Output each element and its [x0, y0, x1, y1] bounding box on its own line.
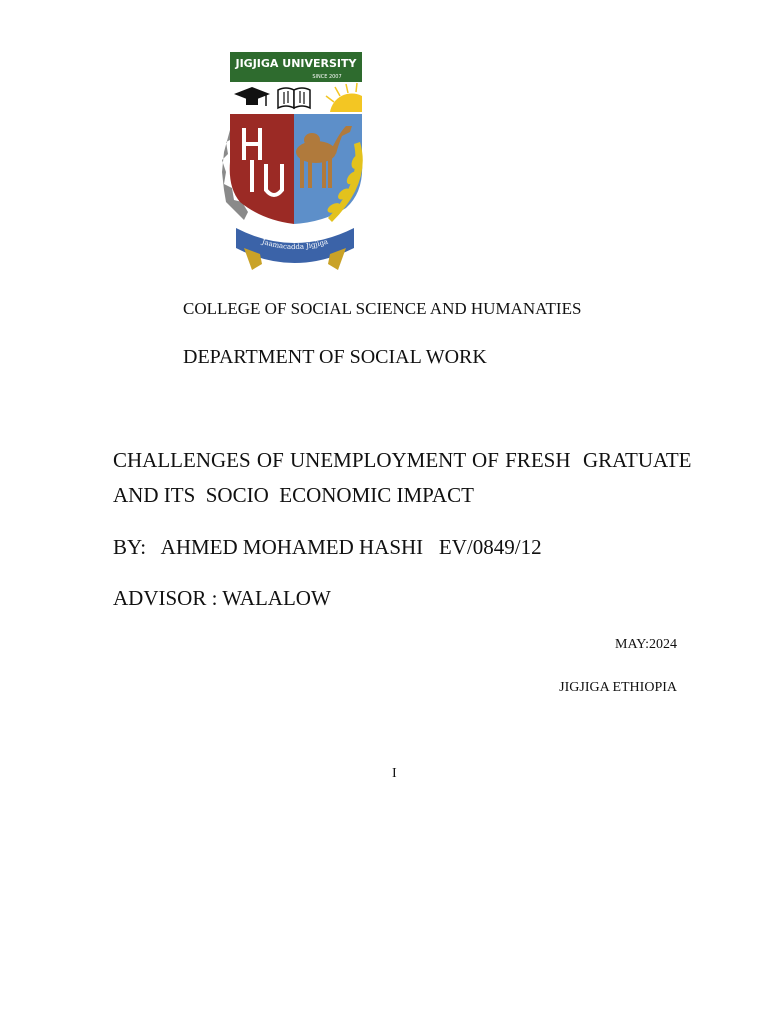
thesis-title-line-2: AND ITS SOCIO ECONOMIC IMPACT — [113, 483, 474, 507]
logo-ribbon-text: Jaamacadda Jigjiga — [260, 237, 329, 252]
submission-date: MAY:2024 — [615, 637, 677, 652]
department-name: DEPARTMENT OF SOCIAL WORK — [183, 346, 487, 368]
college-name: COLLEGE OF SOCIAL SCIENCE AND HUMANATIES — [183, 299, 582, 318]
logo-since-text: SINCE 2007 — [312, 74, 342, 80]
page-number: I — [392, 766, 397, 781]
university-logo — [222, 52, 366, 274]
submission-place: JIGJIGA ETHIOPIA — [559, 680, 677, 695]
advisor-line: ADVISOR : WALALOW — [113, 586, 331, 610]
author-line: BY: AHMED MOHAMED HASHI EV/0849/12 — [113, 535, 542, 559]
graduation-cap-icon — [234, 87, 270, 106]
thesis-title-line-1: CHALLENGES OF UNEMPLOYMENT OF FRESH GRATUATE — [113, 448, 692, 472]
book-icon — [278, 88, 310, 108]
logo-banner-text: JIGJIGA UNIVERSITY — [235, 57, 357, 70]
sun-icon — [326, 83, 362, 112]
